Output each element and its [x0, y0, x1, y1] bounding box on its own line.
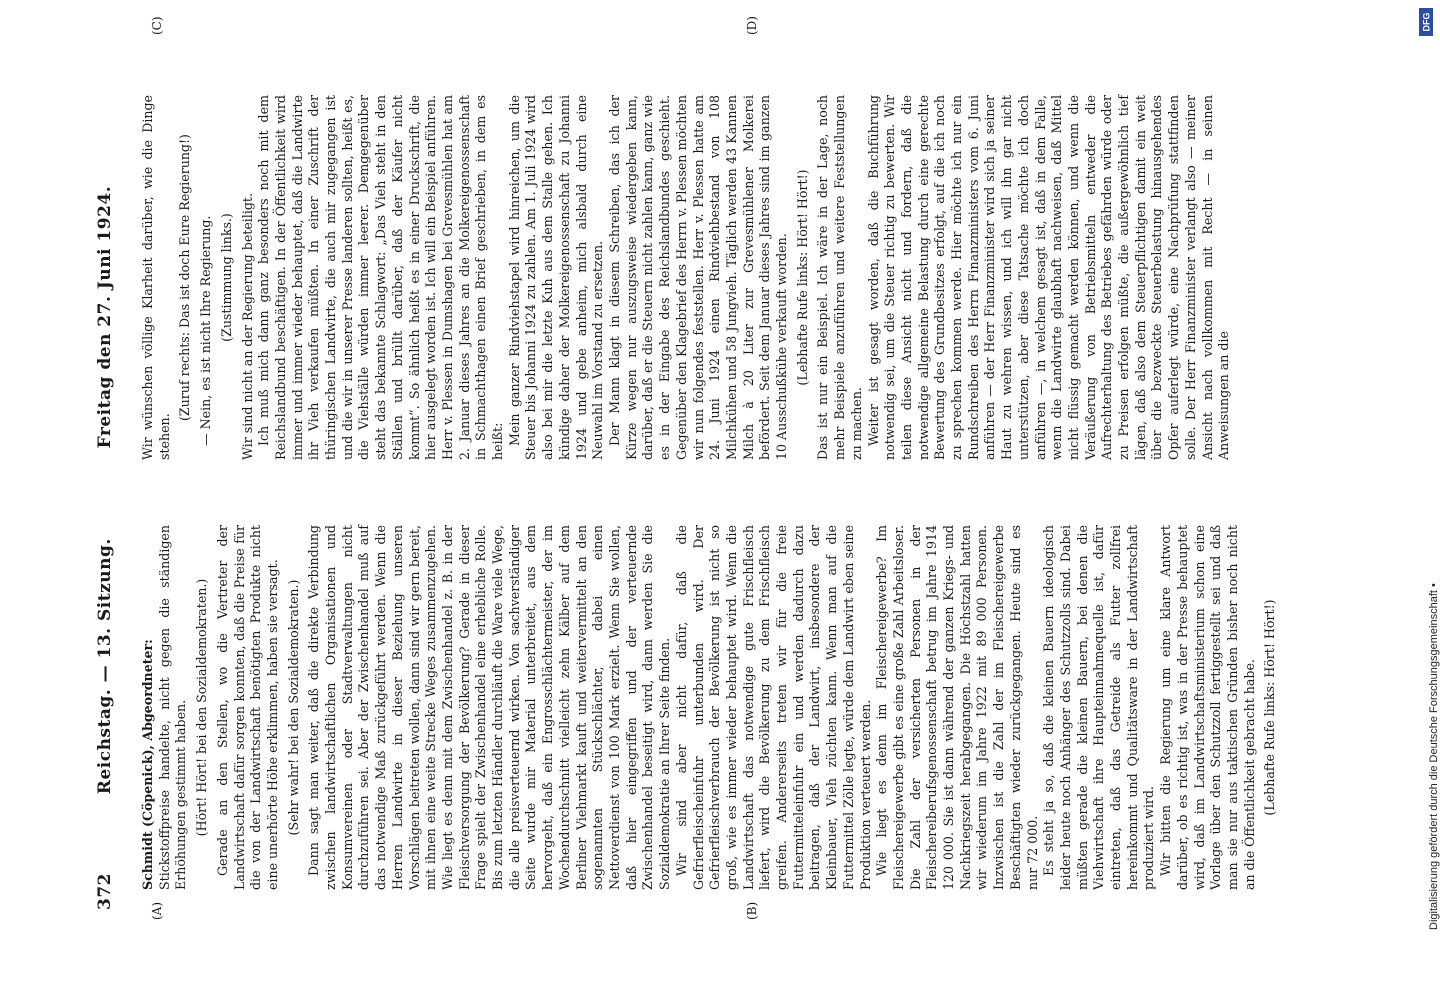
- right-column-paragraph: Mein ganzer Rindviehstapel wird hinreichen, um die Steuer bis Johanni 1924 zu zahlen. Am 1. Juli 1924 wird also bei mir die letzte Kuh aus dem Stalle gehen. Ich kündige daher der Molkereigenossenschaft zu Johanni 1924 und gebe anheim, mich alsbald durch eine Neuwahl im Vorstand zu ersetzen.: [506, 95, 606, 460]
- dfg-logo: DFG: [1419, 8, 1433, 36]
- margin-mark-a: (A): [150, 901, 164, 920]
- left-column-paragraph: (Hört! Hört! bei den Sozialdemokraten.): [194, 578, 210, 837]
- right-column-paragraph: Wir wünschen völlige Klarheit darüber, wie die Dinge stehen.: [140, 95, 172, 460]
- left-column-paragraph: Es steht ja so, daß die kleinen Bauern ideologisch leider heute noch Anhänger des Schutzzolls sind. Dabei müßten gerade die kleinen Bauern, bei denen die Viehwirtschaft ihre Haupteinnahmequelle ist, dafür eintreten, daß das Getreide als Futter zollfrei hereinkommt und Qualitätsware in der Landwirtschaft produziert wird.: [1041, 525, 1157, 890]
- digitization-notice: Digitalisierung gefördert durch die Deutsche Forschungsgemeinschaft •: [1428, 583, 1440, 930]
- right-column: [140, 95, 1330, 460]
- left-column-paragraph: Wir bitten die Regierung um eine klare Antwort darüber, ob es richtig ist, was in der Presse behauptet wird, daß im Landwirtschaftsministerium schon eine Vorlage über den Schutzzoll fertiggestellt sei und daß man sie nur aus taktischen Gründen bisher noch nicht an die Öffentlichkeit gebracht habe.: [1158, 525, 1257, 890]
- right-column-paragraph: Weiter ist gesagt worden, daß die Buchführung notwendig sei, um die Steuer richtig zu bewerten. Wir teilen diese Ansicht nicht und fordern, daß die notwendige allgemeine Belastung durch eine gerechte Bewertung des Grundbesitzes erfolgt, auf die ich noch zu sprechen kommen werde. Hier möchte ich nur ein Rundschreiben des Herrn Finanzministers vom 6. Juni anführen — der Herr Finanzminister wird sich ja seiner Haut zu wehren wissen, und ich will ihn gar nicht unterstützen, aber diese Tatsache möchte ich doch anführen —, in welchem gesagt ist, daß in dem Falle, wenn die Landwirte glaubhaft nachweisen, daß Mittel nicht flüssig gemacht werden können, und wenn die Veräußerung von Betriebsmitteln entweder die Aufrechterhaltung des Betriebes gefährden würde oder zu Preisen erfolgen müßte, die außergewöhnlich tief lägen, daß also dem Steuerpflichtigen damit ein weit über die bezweckte Steuerbelastung hinausgehendes Opfer auferlegt würde, eine Nachprüfung stattfinden solle. Der Herr Finanzminister verlangt also — meiner Ansicht nach vollkommen mit Recht — in seinen Anweisungen an die: [865, 95, 1232, 460]
- margin-mark-c: (C): [150, 16, 164, 35]
- right-column-paragraph: (Zustimmung links.): [218, 213, 234, 342]
- left-column-paragraph: (Sehr wahr! bei den Sozialdemokraten.): [285, 579, 301, 836]
- right-column-paragraph: Wir sind nicht an der Regierung beteiligt.: [239, 193, 255, 460]
- right-column-paragraph: Ich muß mich dann ganz besonders noch mit dem Reichslandbund beschäftigen. In der Öffentlichkeit wird immer und immer wieder behauptet, daß die Landwirte ihr Vieh verkaufen müßten. In einer Zuschrift der thüringischen Landwirte, die auch mir zugegangen ist und die wir in unserer Presse landeren sollten, heißt es, die Viehställe würden immer leerer. Demgegenüber steht das bekannte Schlagwort: „Das Vieh steht in den Ställen und brüllt darüber, daß der Käufer nicht kommt“. So ähnlich heißt es in einer Druckschrift, die hier ausgelegt worden ist. Ich will ein Beispiel anführen. Herr v. Plessen in Dumshagen bei Grevesmühlen hat am 2. Januar dieses Jahres an die Molkereigenossenschaft in Schmachthagen einen Brief geschrieben, in dem es heißt:: [256, 95, 506, 460]
- header-right: Freitag den 27. Juni 1924.: [95, 185, 115, 449]
- left-column-paragraph: Wie liegt es denn im Fleischereigewerbe? Im Fleischereigewerbe gibt es eine große Zahl Arbeitsloser. Die Zahl der versicherten Personen in der Fleischereiberufsgenossenschaft betrug im Jahre 1914 120 000. Sie ist dann während der ganzen Kriegs- und Nachkriegszeit herabgegangen. Die Höchstzahl hatten wir wiederum im Jahre 1922 mit 89 000 Personen. Inzwischen ist die Zahl der im Fleischereigewerbe Beschäftigten wieder zurückgegangen. Heute sind es nur 72 000.: [874, 525, 1040, 890]
- page-header: [95, 180, 115, 800]
- margin-mark-d: (D): [745, 16, 759, 35]
- left-column-paragraph: (Lebhafte Rufe links: Hört! Hört!): [1262, 599, 1278, 816]
- left-column-paragraph: Stickstoffpreise handelte, nicht gegen die ständigen Erhöhungen gestimmt haben.: [156, 525, 189, 890]
- margin-mark-b: (B): [745, 901, 759, 920]
- header-left: Reichstag. — 13. Sitzung.: [95, 538, 115, 795]
- left-column-paragraph: Dann sagt man weiter, daß die direkte Verbindung zwischen landwirtschaftlichen Organisationen und Konsumvereinen oder Stadtverwaltungen nicht durchzuführen sei. Aber der Zwischenhandel muß auf das notwendige Maß zurückgeführt werden. Wenn die Herren Landwirte in dieser Beziehung unseren Vorschlägen beitreten wollen, dann sind wir gern bereit, mit ihnen eine weite Strecke Weges zusammenzugehen. Wie liegt es denn mit dem Zwischenhandel z. B. in der Fleischversorgung der Bevölkerung? Gerade in dieser Frage spielt der Zwischenhandel eine erhebliche Rolle. Bis zum letzten Händler durchläuft die Ware viele Wege, die alle preisverteuernd wirken. Von sachverständiger Seite wurde mir Material unterbreitet, aus dem hervorgeht, daß ein Engrosschlächtermeister, der im Wochendurchschnitt vielleicht zehn Kälber auf dem Berliner Viehmarkt kauft und weitervermittelt an den sogenannten Stückschlächter, dabei einen Nettoverdienst von 100 Mark erzielt. Wenn Sie wollen, daß hier eingegriffen und der verteuernde Zwischenhandel beseitigt wird, dann werden Sie die Sozialdemokratie an Ihrer Seite finden.: [306, 525, 673, 890]
- right-column-paragraph: (Lebhafte Rufe links: Hört! Hört!): [794, 169, 810, 386]
- page-number: 372: [95, 873, 115, 910]
- left-column: [140, 525, 1330, 890]
- speaker-name: Schmidt (Cöpenick), Abgeordneter:: [140, 639, 155, 890]
- right-column-paragraph: (Zuruf rechts: Das ist doch Eure Regierung!): [177, 134, 193, 421]
- left-column-paragraph: Wir sind aber nicht dafür, daß die Gefrierfleischeinfuhr unterbunden wird. Der Gefrierfleischverbrauch der Bevölkerung ist nicht so groß, wie es immer wieder behauptet wird. Wenn die Landwirtschaft das notwendige gute Frischfleisch liefert, wird die Bevölkerung zu dem Frischfleisch greifen. Andererseits treten wir für die freie Futtermitteleinfuhr ein und werden dadurch dazu beitragen, daß der Landwirt, insbesondere der Kleinbauer, Vieh züchten kann. Wenn man auf die Futtermittel Zölle legte, würde dem Landwirt eben seine Produktion verteuert werden.: [673, 525, 873, 890]
- left-column-paragraph: Gerade an den Stellen, wo die Vertreter der Landwirtschaft dafür sorgen konnten, daß die Preise für die von der Landwirtschaft benötigten Produkte nicht eine unerhörte Höhe erklimmen, haben sie versagt.: [214, 525, 280, 890]
- right-column-paragraph: Der Mann klagt in diesem Schreiben, das ich der Kürze wegen nur auszugsweise wiedergeben kann, darüber, daß er die Steuern nicht zahlen kann, ganz wie es in der Eingabe des Reichslandbundes geschieht. Gegenüber den Klagebrief des Herrn v. Plessen möchten wir nun folgendes feststellen. Herr v. Plessen hatte am 24. Juni 1924 einen Rindviehbestand von 108 Milchkühen und 58 Jungvieh. Täglich werden 43 Kannen Milch à 20 Liter zur Grevesmühlener Molkerei befördert. Seit dem Januar dieses Jahres sind im ganzen 10 Ausschußkühe verkauft worden.: [606, 95, 790, 460]
- right-column-paragraph: Das ist nur ein Beispiel. Ich wäre in der Lage, noch mehr Beispiele anzuführen und weitere Feststellungen zu machen.: [815, 95, 864, 460]
- right-column-paragraph: — Nein, es ist nicht Ihre Regierung.: [198, 215, 214, 446]
